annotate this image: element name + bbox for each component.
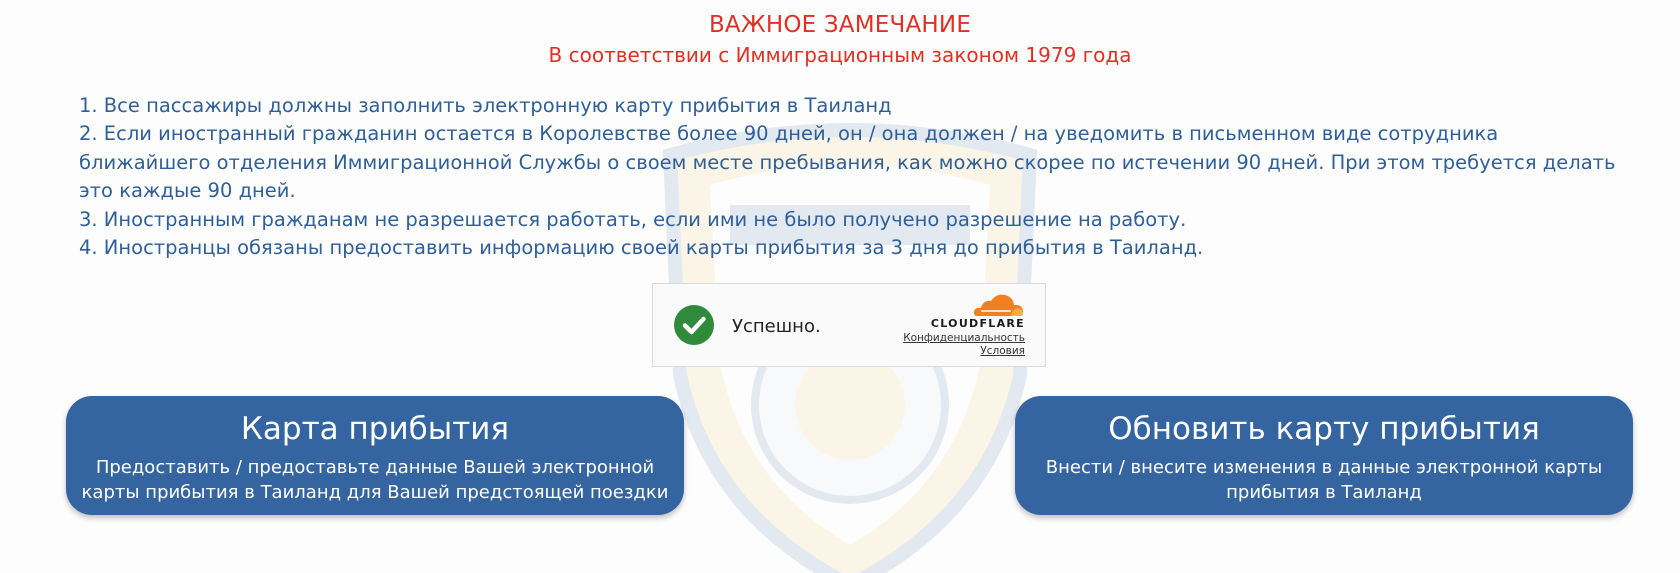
arrival-card-button[interactable] [66,396,684,515]
arrival-card-title: Карта прибытия [240,411,510,447]
update-arrival-card-button[interactable] [1015,396,1633,515]
rule-item: 3. Иностранным гражданам не разрешается работать, если ими не было получено разрешение на работу. [79,207,1187,231]
update-card-title: Обновить карту прибытия [1108,411,1540,447]
update-card-description: Внести / внесите изменения в данные электронной карты прибытия в Таиланд [1045,457,1603,503]
captcha-status: Успешно. [732,316,821,337]
notice-subtitle: В соответствии с Иммиграционным законом 1979 года [548,43,1132,67]
rule-item: 4. Иностранцы обязаны предоставить информацию своей карты прибытия за 3 дня до прибытия в Таиланд. [79,236,1204,260]
cloudflare-cloud-icon [971,292,1025,318]
notice-title: ВАЖНОЕ ЗАМЕЧАНИЕ [708,12,972,38]
rule-item: 2. Если иностранный гражданин остается в Королевстве более 90 дней, он / она должен / на уведомить в письменном виде сотрудника ближайшего отделения Иммиграционной Службы о своем месте пребывания, как можно скорее по истечении 90 дней. При этом требуется делать это каждые 90 дней. [79,122,1616,203]
cloudflare-logo [905,292,1025,328]
rules-list [79,92,1619,262]
important-notice [0,10,1680,70]
cloudflare-captcha-widget[interactable] [652,283,1046,367]
terms-link[interactable]: Условия [980,345,1025,357]
privacy-link[interactable]: Конфиденциальность [903,332,1025,344]
arrival-card-description: Предоставить / предоставьте данные Вашей электронной карты прибытия в Таиланд для Вашей предстоящей поездки [81,457,669,503]
check-circle-icon [674,305,714,345]
cloudflare-wordmark: CLOUDFLARE [930,317,1025,330]
rule-item: 1. Все пассажиры должны заполнить электронную карту прибытия в Таиланд [79,94,892,117]
